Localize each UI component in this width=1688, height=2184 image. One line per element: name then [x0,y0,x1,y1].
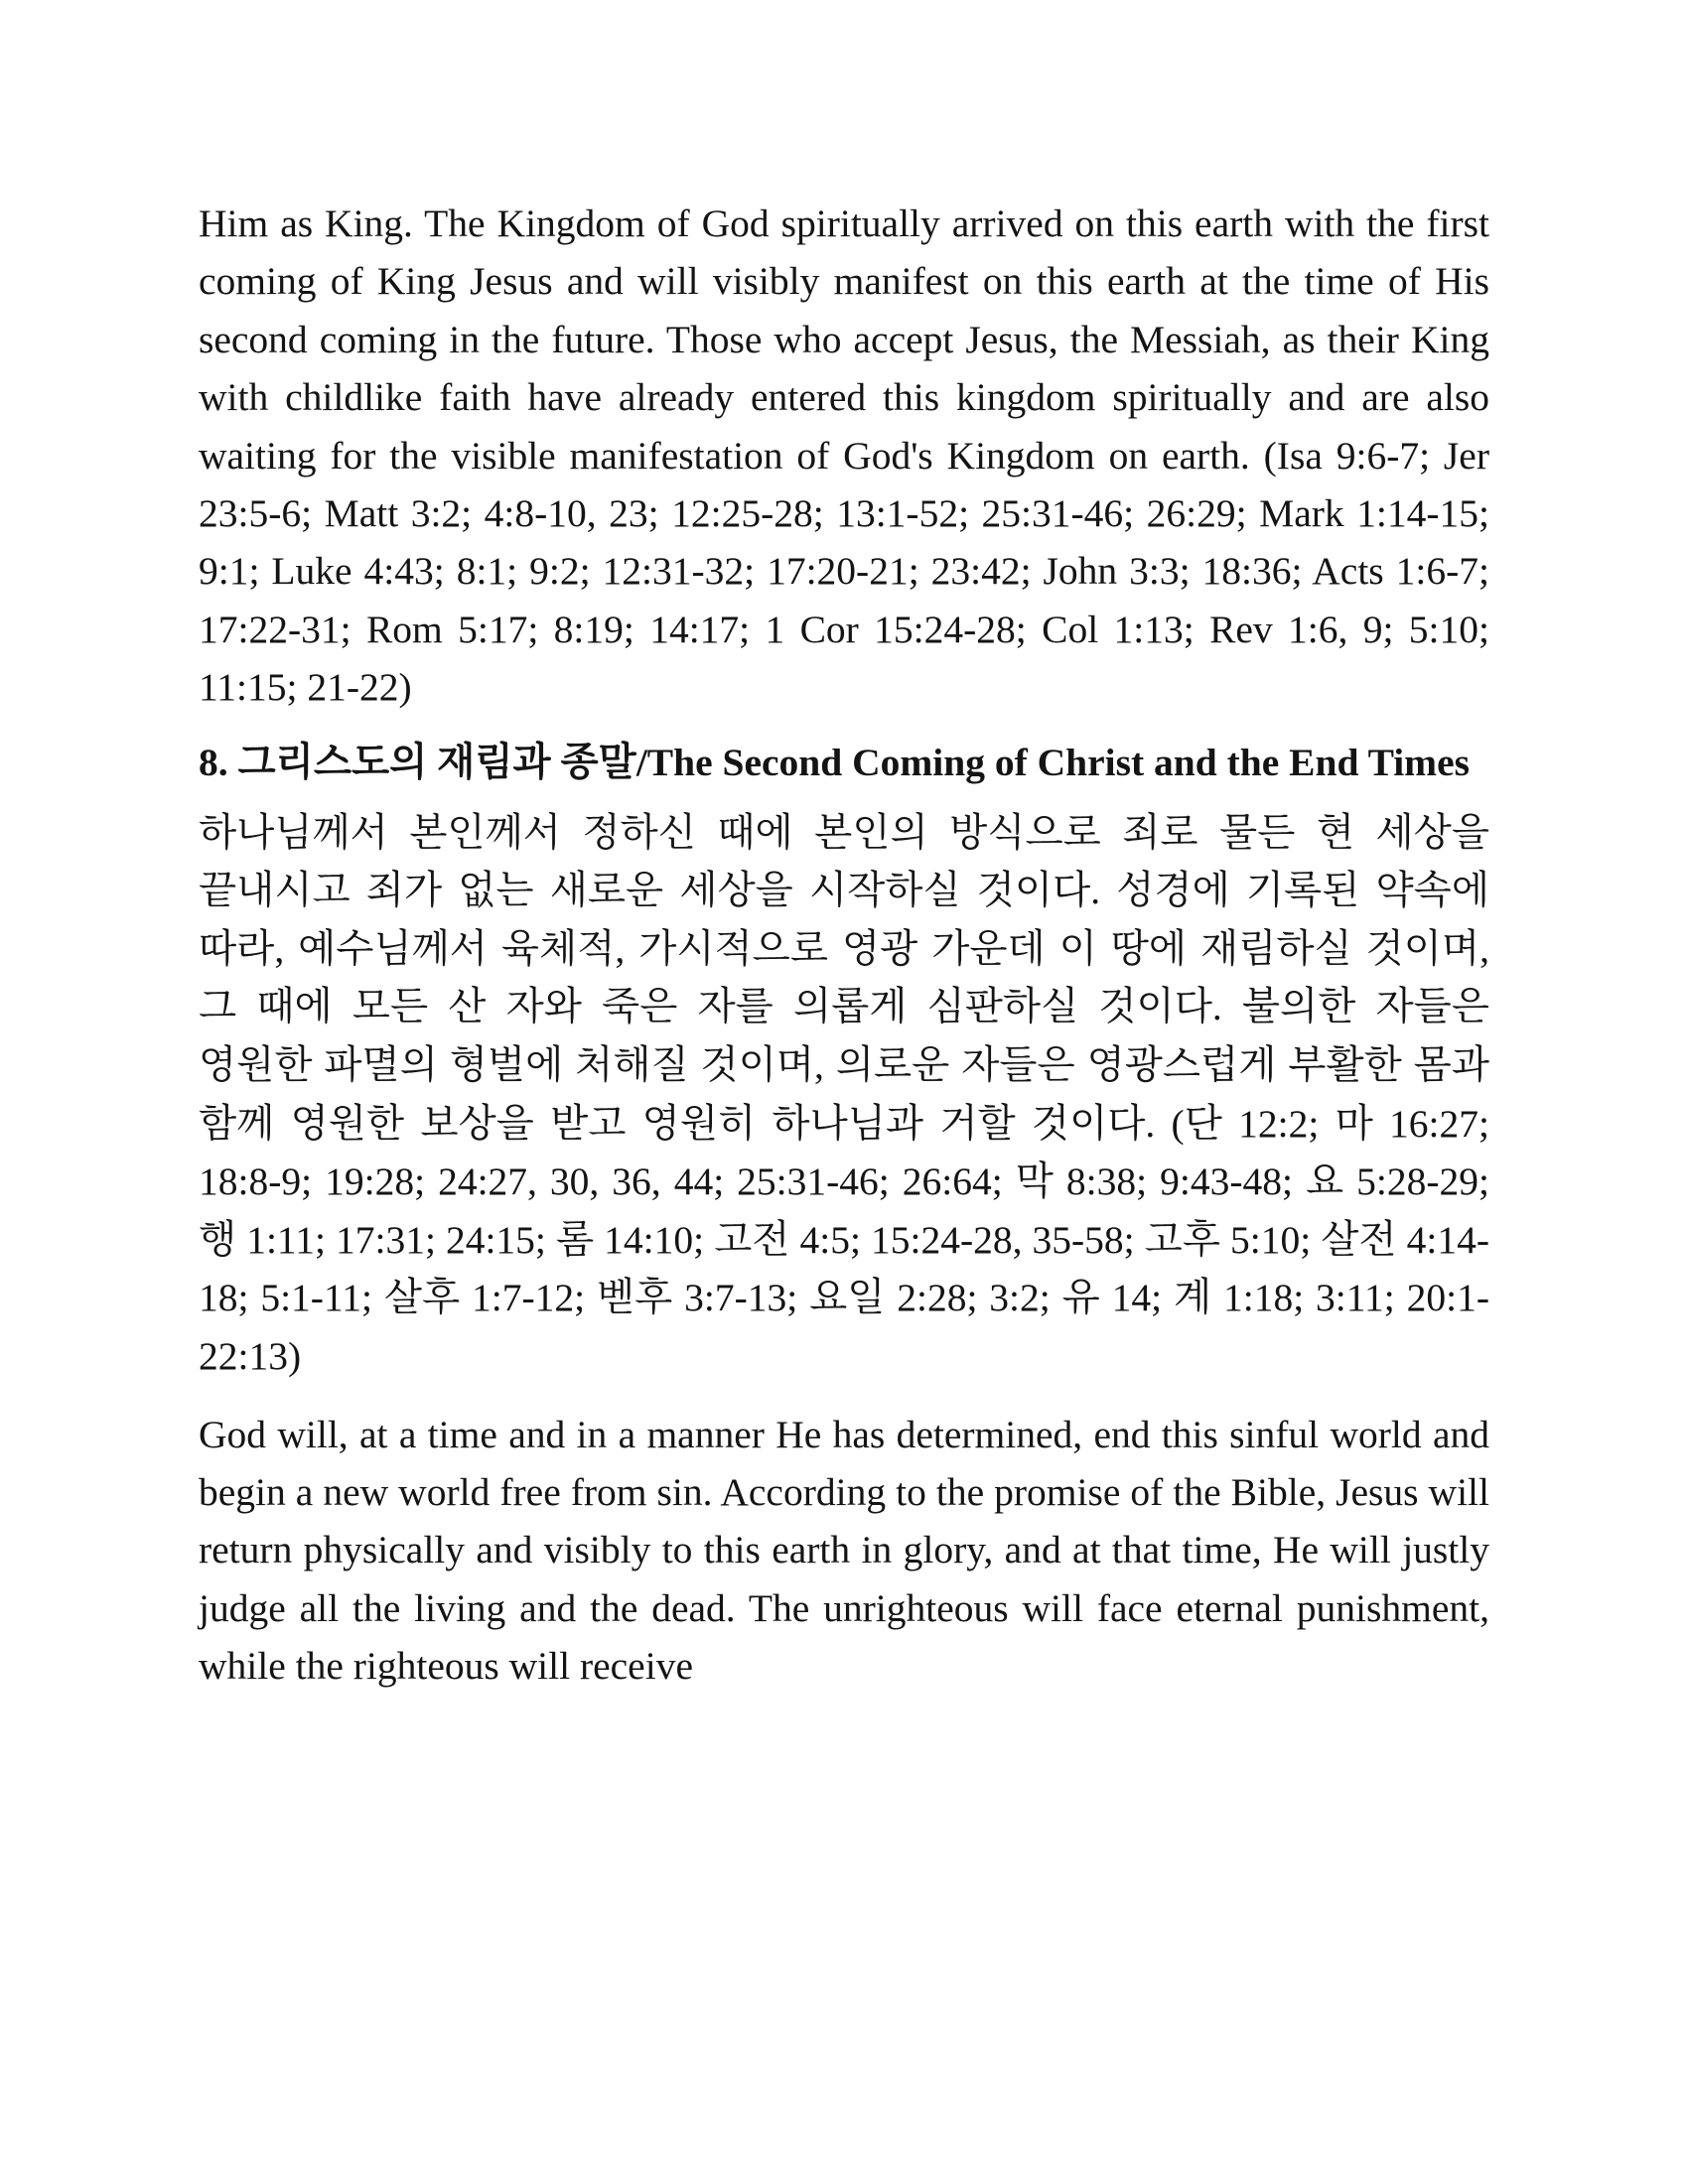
intro-paragraph-en: Him as King. The Kingdom of God spiritually arrived on this earth with the first coming of King Jesus and will visibly manifest on this earth at the time of His second coming in the future. Those who accept Jesus, the Messiah, as their King with childlike faith have already entered this kingdom spiritually and are also waiting for the visible manifestation of God's Kingdom on earth. (Isa 9:6-7; Jer 23:5-6; Matt 3:2; 4:8-10, 23; 12:25-28; 13:1-52; 25:31-46; 26:29; Mark 1:14-15; 9:1; Luke 4:43; 8:1; 9:2; 12:31-32; 17:20-21; 23:42; John 3:3; 18:36; Acts 1:6-7; 17:22-31; Rom 5:17; 8:19; 14:17; 1 Cor 15:24-28; Col 1:13; Rev 1:6, 9; 5:10; 11:15; 21-22) [199,202,1489,710]
section-paragraph-ko: 하나님께서 본인께서 정하신 때에 본인의 방식으로 죄로 물든 현 세상을 끝내시고 죄가 없는 새로운 세상을 시작하실 것이다. 성경에 기록된 약속에 따라, 예수님께서 육체적, 가시적으로 영광 가운데 이 땅에 재림하실 것이며, 그 때에 모든 산 자와 죽은 자를 의롭게 심판하실 것이다. 불의한 자들은 영원한 파멸의 형벌에 처해질 것이며, 의로운 자들은 영광스럽게 부활한 몸과 함께 영원한 보상을 받고 영원히 하나님과 거할 것이다. (단 12:2; 마 16:27; 18:8-9; 19:28; 24:27, 30, 36, 44; 25:31-46; 26:64; 막 8:38; 9:43-48; 요 5:28-29; 행 1:11; 17:31; 24:15; 롬 14:10; 고전 4:5; 15:24-28, 35-58; 고후 5:10; 살전 4:14-18; 5:1-11; 살후 1:7-12; 벧후 3:7-13; 요일 2:28; 3:2; 유 14; 계 1:18; 3:11; 20:1-22:13) [199,810,1489,1378]
section-paragraph-en: God will, at a time and in a manner He has determined, end this sinful world and begin a new world free from sin. According to the promise of the Bible, Jesus will return physically and visibly to this earth in glory, and at that time, He will justly judge all the living and the dead. The unrighteous will face eternal punishment, while the righteous will receive [199,1412,1489,1689]
section-heading: 8. 그리스도의 재림과 종말/The Second Coming of Christ and the End Times [199,740,1470,784]
document-page [199,195,1489,1696]
